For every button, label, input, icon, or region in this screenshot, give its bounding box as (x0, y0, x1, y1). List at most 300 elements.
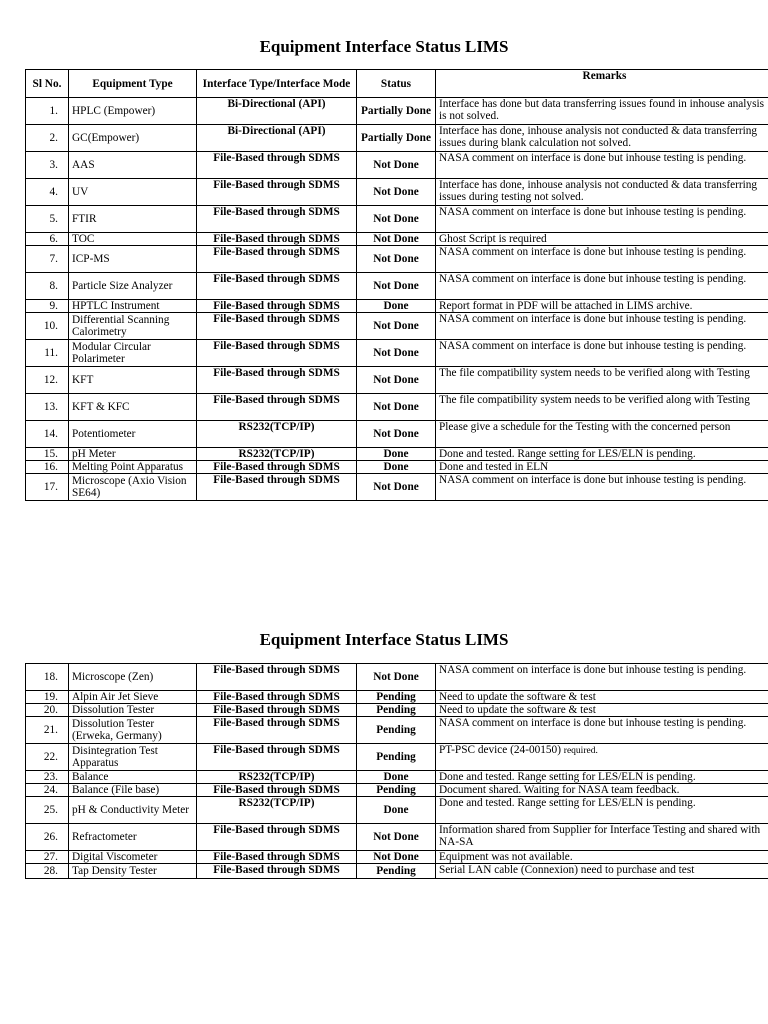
cell-equipment-type-text: KFT (72, 374, 94, 386)
cell-equipment-type-text: FTIR (72, 213, 97, 225)
cell-interface-type-text: RS232(TCP/IP) (238, 771, 315, 783)
cell-sl-no-text: 6. (49, 233, 58, 245)
cell-status-text: Not Done (373, 213, 419, 225)
cell-status-text: Not Done (373, 671, 419, 683)
cell-interface-type (197, 421, 357, 448)
table-row (26, 691, 768, 704)
cell-sl-no (26, 246, 69, 273)
cell-remarks (436, 246, 768, 273)
cell-status-text: Not Done (373, 851, 419, 863)
cell-sl-no (26, 704, 69, 717)
cell-interface-type-text: File-Based through SDMS (213, 300, 340, 312)
cell-remarks (436, 179, 768, 206)
cell-equipment-type (69, 851, 197, 864)
cell-sl-no (26, 664, 69, 691)
cell-equipment-type-text: Microscope (Axio Vision SE64) (72, 475, 187, 499)
cell-sl-no-text: 2. (49, 132, 58, 144)
cell-status (357, 206, 436, 233)
cell-status-text: Done (383, 300, 409, 312)
cell-remarks-text: NASA comment on interface is done but inhouse testing is pending. (439, 717, 747, 729)
cell-remarks-text: NASA comment on interface is done but inhouse testing is pending. (439, 246, 747, 258)
table-row (26, 340, 768, 367)
cell-interface-type (197, 206, 357, 233)
cell-remarks-text: Done and tested in ELN (439, 461, 549, 473)
cell-interface-type (197, 394, 357, 421)
header-sl-no: Sl No. (26, 70, 69, 98)
cell-status-text: Done (383, 461, 409, 473)
cell-status (357, 797, 436, 824)
cell-remarks (436, 313, 768, 340)
cell-remarks (436, 851, 768, 864)
cell-status (357, 771, 436, 784)
cell-equipment-type (69, 340, 197, 367)
cell-interface-type (197, 340, 357, 367)
cell-remarks-text: Interface has done, inhouse analysis not conducted & data transferring issues during blank calculation not solved. (439, 125, 758, 149)
cell-interface-type-text: File-Based through SDMS (213, 340, 340, 352)
cell-equipment-type (69, 300, 197, 313)
cell-remarks-text: NASA comment on interface is done but inhouse testing is pending. (439, 664, 747, 676)
cell-equipment-type-text: Microscope (Zen) (72, 671, 154, 683)
cell-sl-no (26, 691, 69, 704)
table-row (26, 206, 768, 233)
cell-remarks (436, 98, 768, 125)
cell-status-text: Pending (376, 691, 416, 703)
cell-status (357, 851, 436, 864)
cell-remarks (436, 824, 768, 851)
cell-sl-no (26, 179, 69, 206)
cell-remarks-text: NASA comment on interface is done but inhouse testing is pending. (439, 152, 747, 164)
cell-sl-no (26, 206, 69, 233)
cell-interface-type (197, 367, 357, 394)
cell-status (357, 461, 436, 474)
cell-remarks-text: NASA comment on interface is done but inhouse testing is pending. (439, 340, 747, 352)
cell-remarks (436, 717, 768, 744)
cell-status-text: Done (383, 771, 409, 783)
cell-interface-type-text: RS232(TCP/IP) (238, 421, 315, 433)
cell-remarks-text: Interface has done, inhouse analysis not conducted & data transferring issues during testing not solved. (439, 179, 758, 203)
header-remarks: Remarks (436, 70, 768, 98)
cell-sl-no-text: 15. (43, 448, 58, 460)
cell-interface-type (197, 664, 357, 691)
table-row (26, 864, 768, 879)
cell-remarks-text: PT-PSC device (24-00150) (439, 744, 561, 756)
cell-interface-type-text: File-Based through SDMS (213, 691, 340, 703)
cell-equipment-type (69, 771, 197, 784)
table-row (26, 824, 768, 851)
cell-equipment-type (69, 784, 197, 797)
cell-equipment-type (69, 152, 197, 179)
cell-sl-no (26, 448, 69, 461)
cell-equipment-type (69, 367, 197, 394)
cell-equipment-type-text: Differential Scanning Calorimetry (72, 314, 170, 338)
table-row (26, 461, 768, 474)
cell-remarks (436, 394, 768, 421)
cell-status-text: Not Done (373, 481, 419, 493)
page-title-2: Equipment Interface Status LIMS (259, 630, 509, 649)
cell-status (357, 448, 436, 461)
table-row (26, 367, 768, 394)
cell-remarks (436, 367, 768, 394)
cell-status (357, 300, 436, 313)
cell-interface-type-text: File-Based through SDMS (213, 152, 340, 164)
cell-equipment-type (69, 313, 197, 340)
cell-remarks (436, 474, 768, 501)
cell-equipment-type-text: Modular Circular Polarimeter (72, 341, 151, 365)
cell-equipment-type-text: Potentiometer (72, 428, 136, 440)
cell-equipment-type (69, 273, 197, 300)
cell-status-text: Not Done (373, 428, 419, 440)
cell-sl-no (26, 474, 69, 501)
cell-equipment-type (69, 691, 197, 704)
cell-interface-type-text: File-Based through SDMS (213, 367, 340, 379)
cell-sl-no (26, 797, 69, 824)
cell-remarks-text: Please give a schedule for the Testing with the concerned person (439, 421, 731, 433)
cell-interface-type-text: File-Based through SDMS (213, 233, 340, 245)
cell-equipment-type (69, 717, 197, 744)
cell-status (357, 824, 436, 851)
cell-remarks (436, 448, 768, 461)
cell-interface-type-text: File-Based through SDMS (213, 179, 340, 191)
cell-equipment-type-text: ICP-MS (72, 253, 110, 265)
cell-remarks (436, 744, 768, 771)
cell-status-text: Not Done (373, 186, 419, 198)
cell-equipment-type-text: AAS (72, 159, 95, 171)
cell-interface-type-text: Bi-Directional (API) (227, 125, 326, 137)
cell-equipment-type (69, 824, 197, 851)
cell-equipment-type-text: Melting Point Apparatus (72, 461, 184, 473)
cell-remarks (436, 152, 768, 179)
cell-interface-type-text: File-Based through SDMS (213, 664, 340, 676)
cell-status (357, 474, 436, 501)
cell-interface-type (197, 273, 357, 300)
cell-remarks-text: Interface has done but data transferring issues found in inhouse analysis is not solved. (439, 98, 765, 122)
cell-interface-type (197, 704, 357, 717)
cell-remarks-text: Report format in PDF will be attached in LIMS archive. (439, 300, 693, 312)
cell-remarks-text: Serial LAN cable (Connexion) need to purchase and test (439, 864, 695, 876)
cell-interface-type (197, 300, 357, 313)
cell-remarks (436, 206, 768, 233)
cell-sl-no-text: 21. (43, 724, 58, 736)
equipment-status-table-1 (25, 69, 768, 501)
cell-equipment-type (69, 98, 197, 125)
cell-sl-no-text: 3. (49, 159, 58, 171)
cell-status (357, 864, 436, 879)
cell-equipment-type-text: pH & Conductivity Meter (72, 804, 190, 816)
header-equipment-type: Equipment Type (69, 70, 197, 98)
cell-remarks-text: Equipment was not available. (439, 851, 573, 863)
cell-sl-no (26, 851, 69, 864)
page-title: Equipment Interface Status LIMS (259, 37, 509, 56)
cell-status (357, 313, 436, 340)
cell-interface-type-text: File-Based through SDMS (213, 744, 340, 756)
cell-status (357, 704, 436, 717)
cell-status-text: Done (383, 804, 409, 816)
cell-interface-type (197, 461, 357, 474)
table-row (26, 448, 768, 461)
cell-equipment-type-text: Refractometer (72, 831, 137, 843)
cell-interface-type-text: File-Based through SDMS (213, 461, 340, 473)
cell-status-text: Not Done (373, 280, 419, 292)
cell-interface-type-text: File-Based through SDMS (213, 851, 340, 863)
cell-status-text: Partially Done (361, 132, 431, 144)
cell-equipment-type (69, 474, 197, 501)
cell-equipment-type-text: GC(Empower) (72, 132, 140, 144)
table-row (26, 704, 768, 717)
cell-status (357, 717, 436, 744)
table-row (26, 233, 768, 246)
cell-remarks (436, 864, 768, 879)
table-row (26, 664, 768, 691)
cell-interface-type-text: File-Based through SDMS (213, 474, 340, 486)
cell-interface-type (197, 864, 357, 879)
cell-sl-no (26, 461, 69, 474)
cell-remarks (436, 691, 768, 704)
cell-remarks (436, 797, 768, 824)
cell-status-text: Not Done (373, 159, 419, 171)
cell-sl-no-text: 24. (43, 784, 58, 796)
header-status: Status (357, 70, 436, 98)
cell-remarks-text: Information shared from Supplier for Interface Testing and shared with NA-SA (439, 824, 761, 848)
cell-sl-no-text: 8. (49, 280, 58, 292)
cell-sl-no-text: 14. (43, 428, 58, 440)
cell-status-text: Not Done (373, 401, 419, 413)
cell-interface-type (197, 797, 357, 824)
table-row (26, 246, 768, 273)
cell-sl-no-text: 7. (49, 253, 58, 265)
cell-equipment-type-text: Disintegration Test Apparatus (72, 745, 158, 769)
cell-sl-no-text: 4. (49, 186, 58, 198)
cell-sl-no-text: 20. (43, 704, 58, 716)
cell-status (357, 744, 436, 771)
cell-status (357, 664, 436, 691)
cell-equipment-type (69, 394, 197, 421)
cell-equipment-type-text: UV (72, 186, 89, 198)
cell-remarks (436, 784, 768, 797)
cell-interface-type (197, 784, 357, 797)
cell-remarks (436, 461, 768, 474)
table-row (26, 474, 768, 501)
cell-remarks-suffix: required. (563, 746, 598, 756)
cell-interface-type (197, 691, 357, 704)
cell-equipment-type (69, 421, 197, 448)
cell-remarks-text: Done and tested. Range setting for LES/ELN is pending. (439, 448, 696, 460)
cell-status-text: Pending (376, 724, 416, 736)
cell-sl-no-text: 10. (43, 320, 58, 332)
cell-sl-no-text: 9. (49, 300, 58, 312)
cell-remarks (436, 340, 768, 367)
cell-interface-type-text: File-Based through SDMS (213, 313, 340, 325)
cell-equipment-type-text: KFT & KFC (72, 401, 130, 413)
table-row (26, 179, 768, 206)
cell-status-text: Done (383, 448, 409, 460)
cell-sl-no (26, 824, 69, 851)
cell-equipment-type (69, 664, 197, 691)
table-row (26, 152, 768, 179)
cell-status (357, 784, 436, 797)
cell-sl-no-text: 17. (43, 481, 58, 493)
cell-equipment-type (69, 206, 197, 233)
cell-remarks (436, 233, 768, 246)
cell-sl-no (26, 784, 69, 797)
cell-interface-type (197, 448, 357, 461)
cell-status-text: Pending (376, 865, 416, 877)
cell-interface-type (197, 246, 357, 273)
cell-sl-no (26, 367, 69, 394)
cell-equipment-type-text: Balance (File base) (72, 784, 160, 796)
cell-status-text: Pending (376, 704, 416, 716)
cell-remarks (436, 704, 768, 717)
cell-sl-no (26, 233, 69, 246)
cell-sl-no-text: 5. (49, 213, 58, 225)
equipment-status-table-2 (25, 663, 768, 879)
cell-remarks-text: Need to update the software & test (439, 704, 596, 716)
cell-sl-no-text: 28. (43, 865, 58, 877)
cell-sl-no-text: 26. (43, 831, 58, 843)
table-row (26, 744, 768, 771)
cell-equipment-type (69, 448, 197, 461)
cell-equipment-type-text: TOC (72, 233, 95, 245)
cell-sl-no-text: 25. (43, 804, 58, 816)
table-row (26, 784, 768, 797)
cell-remarks-text: The file compatibility system needs to be verified along with Testing (439, 394, 750, 406)
cell-equipment-type-text: Tap Density Tester (72, 865, 157, 877)
cell-status-text: Pending (376, 751, 416, 763)
cell-status-text: Not Done (373, 374, 419, 386)
cell-interface-type (197, 125, 357, 152)
cell-sl-no-text: 13. (43, 401, 58, 413)
cell-status-text: Not Done (373, 347, 419, 359)
cell-remarks (436, 125, 768, 152)
cell-equipment-type (69, 125, 197, 152)
cell-remarks-text: NASA comment on interface is done but inhouse testing is pending. (439, 313, 747, 325)
cell-equipment-type-text: Dissolution Tester (72, 704, 155, 716)
cell-sl-no (26, 300, 69, 313)
cell-remarks-text: Document shared. Waiting for NASA team feedback. (439, 784, 680, 796)
cell-equipment-type (69, 744, 197, 771)
cell-status (357, 421, 436, 448)
cell-status (357, 98, 436, 125)
cell-equipment-type-text: Particle Size Analyzer (72, 280, 173, 292)
cell-equipment-type (69, 246, 197, 273)
cell-remarks-text: Ghost Script is required (439, 233, 547, 245)
cell-sl-no-text: 12. (43, 374, 58, 386)
cell-status (357, 691, 436, 704)
cell-status (357, 340, 436, 367)
cell-interface-type-text: File-Based through SDMS (213, 864, 340, 876)
cell-interface-type (197, 313, 357, 340)
cell-interface-type-text: File-Based through SDMS (213, 784, 340, 796)
table-header-row (26, 70, 768, 98)
cell-remarks-text: The file compatibility system needs to be verified along with Testing (439, 367, 750, 379)
cell-equipment-type (69, 179, 197, 206)
cell-interface-type-text: Bi-Directional (API) (227, 98, 326, 110)
cell-status (357, 394, 436, 421)
cell-interface-type (197, 474, 357, 501)
cell-status-text: Pending (376, 784, 416, 796)
cell-status (357, 233, 436, 246)
cell-equipment-type-text: Dissolution Tester (Erweka, Germany) (72, 718, 162, 742)
cell-sl-no (26, 864, 69, 879)
cell-status-text: Partially Done (361, 105, 431, 117)
cell-sl-no (26, 273, 69, 300)
table-row (26, 851, 768, 864)
cell-equipment-type (69, 461, 197, 474)
table-row (26, 273, 768, 300)
table-row (26, 797, 768, 824)
cell-status (357, 125, 436, 152)
cell-sl-no-text: 22. (43, 751, 58, 763)
cell-equipment-type-text: pH Meter (72, 448, 116, 460)
cell-sl-no (26, 394, 69, 421)
cell-status (357, 367, 436, 394)
cell-status-text: Not Done (373, 831, 419, 843)
cell-sl-no (26, 125, 69, 152)
cell-interface-type-text: File-Based through SDMS (213, 717, 340, 729)
cell-interface-type-text: File-Based through SDMS (213, 206, 340, 218)
cell-interface-type-text: File-Based through SDMS (213, 273, 340, 285)
cell-remarks-text: NASA comment on interface is done but inhouse testing is pending. (439, 273, 747, 285)
cell-status-text: Not Done (373, 233, 419, 245)
cell-remarks-text: Done and tested. Range setting for LES/ELN is pending. (439, 771, 696, 783)
table-row (26, 394, 768, 421)
cell-remarks-text: Done and tested. Range setting for LES/ELN is pending. (439, 797, 696, 809)
cell-interface-type (197, 152, 357, 179)
cell-interface-type-text: File-Based through SDMS (213, 824, 340, 836)
table-row (26, 717, 768, 744)
cell-status (357, 246, 436, 273)
cell-interface-type (197, 179, 357, 206)
cell-status-text: Not Done (373, 253, 419, 265)
cell-sl-no-text: 27. (43, 851, 58, 863)
cell-sl-no (26, 340, 69, 367)
cell-equipment-type (69, 233, 197, 246)
cell-sl-no (26, 421, 69, 448)
cell-interface-type (197, 744, 357, 771)
cell-remarks (436, 300, 768, 313)
cell-sl-no (26, 717, 69, 744)
cell-equipment-type-text: Balance (72, 771, 109, 783)
cell-status (357, 152, 436, 179)
cell-sl-no (26, 744, 69, 771)
table-row (26, 313, 768, 340)
cell-interface-type-text: File-Based through SDMS (213, 246, 340, 258)
cell-interface-type (197, 717, 357, 744)
cell-interface-type (197, 771, 357, 784)
cell-interface-type (197, 824, 357, 851)
cell-equipment-type (69, 704, 197, 717)
table-row (26, 421, 768, 448)
cell-sl-no-text: 19. (43, 691, 58, 703)
cell-sl-no (26, 313, 69, 340)
cell-remarks-text: NASA comment on interface is done but inhouse testing is pending. (439, 474, 747, 486)
cell-sl-no-text: 23. (43, 771, 58, 783)
cell-sl-no-text: 16. (43, 461, 58, 473)
cell-equipment-type-text: HPLC (Empower) (72, 105, 156, 117)
cell-interface-type-text: RS232(TCP/IP) (238, 448, 315, 460)
cell-interface-type-text: RS232(TCP/IP) (238, 797, 315, 809)
cell-remarks-text: NASA comment on interface is done but inhouse testing is pending. (439, 206, 747, 218)
cell-remarks (436, 273, 768, 300)
cell-remarks-text: Need to update the software & test (439, 691, 596, 703)
cell-status (357, 273, 436, 300)
cell-equipment-type-text: Digital Viscometer (72, 851, 158, 863)
cell-equipment-type (69, 797, 197, 824)
cell-remarks (436, 771, 768, 784)
cell-sl-no (26, 98, 69, 125)
cell-sl-no-text: 1. (49, 105, 58, 117)
table-row (26, 300, 768, 313)
cell-equipment-type-text: HPTLC Instrument (72, 300, 160, 312)
